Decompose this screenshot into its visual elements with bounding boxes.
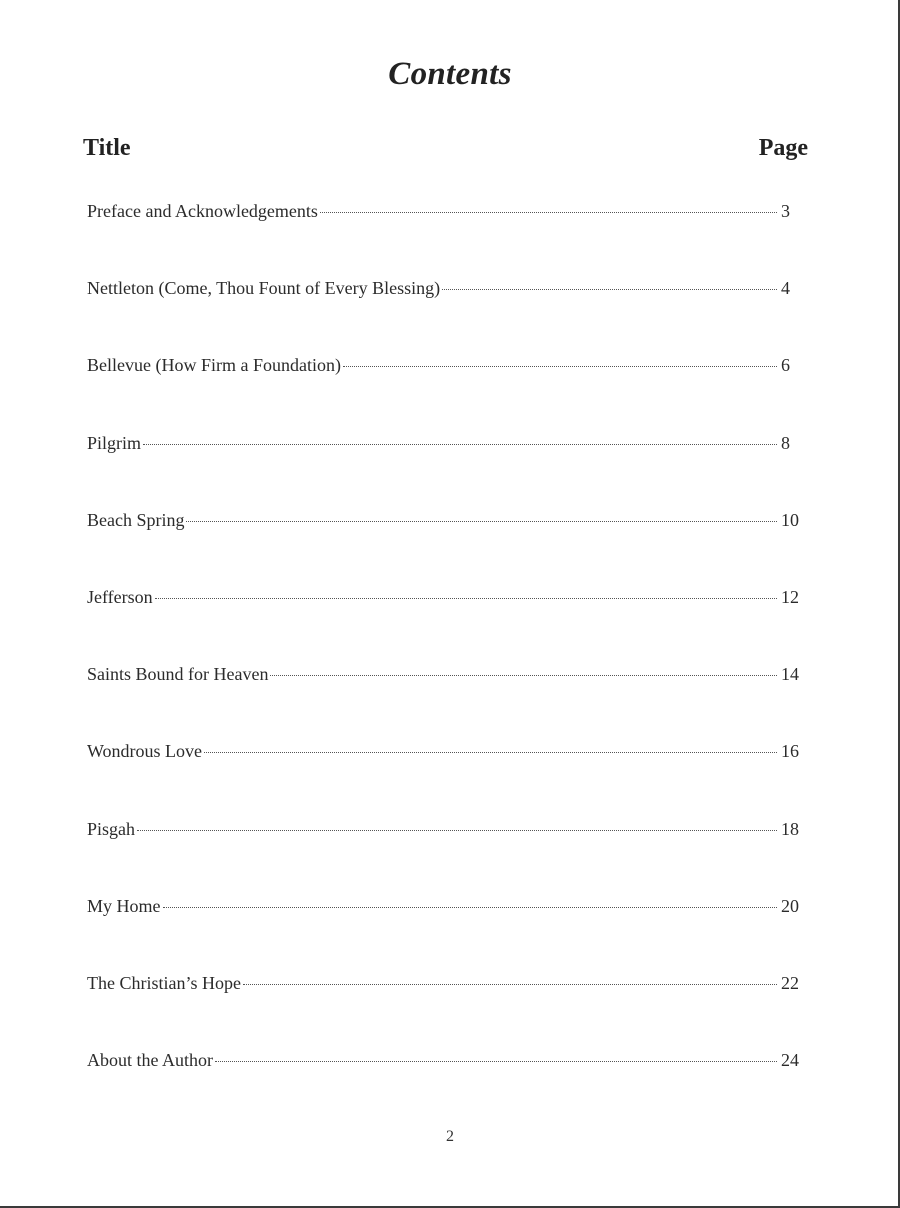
- toc-entry[interactable]: [87, 664, 805, 741]
- toc-entry[interactable]: [87, 433, 805, 510]
- toc-entry[interactable]: [87, 587, 805, 664]
- toc-entry-title: Jefferson: [87, 586, 153, 607]
- dot-leader: [163, 907, 778, 908]
- toc-entry-page: 4: [781, 278, 790, 299]
- dot-leader: [320, 212, 777, 213]
- toc-entry[interactable]: [87, 896, 805, 973]
- toc-entry-title: Beach Spring: [87, 509, 185, 530]
- toc-entry-page: 8: [781, 432, 790, 453]
- table-of-contents: [87, 201, 805, 1127]
- dot-leader: [270, 675, 777, 676]
- dot-leader: [343, 366, 777, 367]
- toc-entry-page: 22: [781, 972, 799, 993]
- toc-entry-page: 20: [781, 895, 799, 916]
- dot-leader: [442, 289, 777, 290]
- toc-entry[interactable]: [87, 741, 805, 818]
- toc-entry-title: Pisgah: [87, 818, 136, 839]
- page-number: 2: [446, 1128, 454, 1145]
- page-title: Contents: [388, 56, 512, 92]
- toc-entry[interactable]: [87, 1050, 805, 1127]
- toc-entry-page: 16: [781, 741, 799, 762]
- page-column-header: Page: [758, 135, 808, 161]
- dot-leader: [143, 444, 777, 445]
- toc-entry[interactable]: [87, 510, 805, 587]
- toc-entry-page: 6: [781, 355, 790, 376]
- toc-entry-title: About the Author: [87, 1050, 213, 1071]
- toc-entry-page: 10: [781, 509, 799, 530]
- dot-leader: [243, 984, 777, 985]
- toc-entry-page: 3: [781, 201, 790, 221]
- toc-entry[interactable]: [87, 973, 805, 1050]
- toc-entry-title: Nettleton (Come, Thou Fount of Every Blessing): [87, 278, 441, 299]
- toc-entry-title: Preface and Acknowledgements: [87, 201, 318, 221]
- toc-entry[interactable]: [87, 201, 805, 278]
- toc-entry[interactable]: [87, 355, 805, 432]
- dot-leader: [204, 752, 777, 753]
- dot-leader: [137, 830, 777, 831]
- toc-entry[interactable]: [87, 278, 805, 355]
- toc-entry-page: 14: [781, 664, 799, 685]
- toc-entry-title: Saints Bound for Heaven: [87, 664, 269, 685]
- toc-entry-title: My Home: [87, 895, 161, 916]
- toc-entry-page: 12: [781, 586, 799, 607]
- toc-entry-title: Wondrous Love: [87, 741, 203, 762]
- dot-leader: [186, 521, 777, 522]
- dot-leader: [215, 1061, 777, 1062]
- toc-entry-title: Bellevue (How Firm a Foundation): [87, 355, 341, 376]
- toc-entry[interactable]: [87, 819, 805, 896]
- dot-leader: [155, 598, 777, 599]
- toc-entry-title: The Christian’s Hope: [87, 972, 241, 993]
- toc-entry-title: Pilgrim: [87, 432, 142, 453]
- toc-entry-page: 18: [781, 818, 799, 839]
- title-column-header: Title: [83, 135, 131, 161]
- toc-entry-page: 24: [781, 1050, 799, 1071]
